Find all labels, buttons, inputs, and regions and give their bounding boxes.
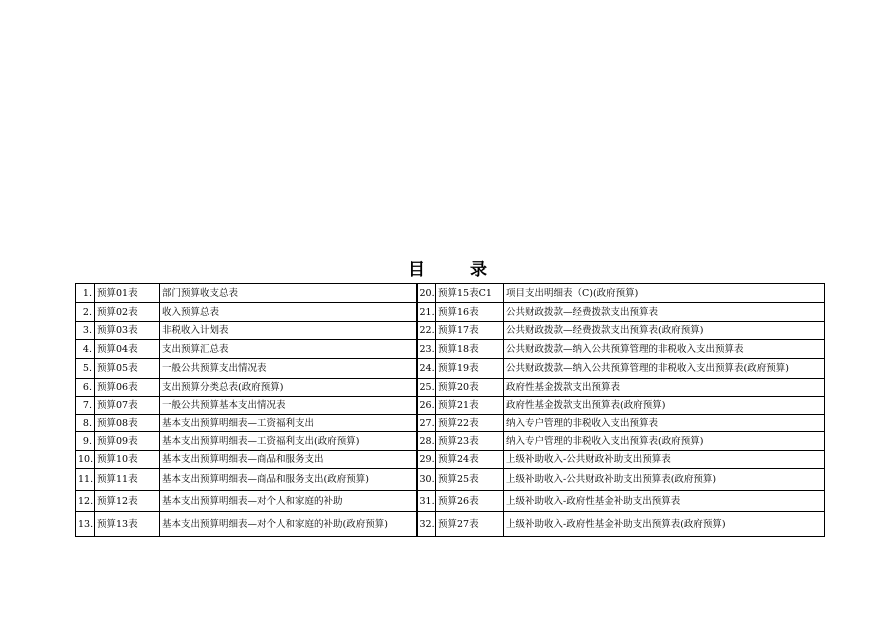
- toc-row: [76, 512, 825, 537]
- toc-item-title: 政府性基金拨款支出预算表(政府预算): [504, 397, 825, 415]
- toc-item-title: 上级补助收入-公共财政补助支出预算表: [504, 451, 825, 469]
- toc-item-title: 基本支出预算明细表—工资福利支出(政府预算): [160, 432, 417, 451]
- toc-item-code: 预算16表: [436, 303, 504, 322]
- toc-item-title: 项目支出明细表（C)(政府预算): [504, 284, 825, 303]
- toc-item-title: 基本支出预算明细表—对个人和家庭的补助(政府预算): [160, 512, 417, 537]
- toc-item-title: 公共财政拨款—经费拨款支出预算表(政府预算): [504, 322, 825, 340]
- toc-item-number: 5.: [76, 359, 95, 379]
- page-title: 目 录: [408, 260, 501, 280]
- toc-item-number: 10.: [76, 451, 95, 469]
- toc-item-code: 预算09表: [95, 432, 160, 451]
- toc-row: [76, 284, 825, 303]
- toc-item-code: 预算13表: [95, 512, 160, 537]
- toc-row: [76, 340, 825, 359]
- toc-item-code: 预算02表: [95, 303, 160, 322]
- toc-item-number: 1.: [76, 284, 95, 303]
- toc-item-number: 12.: [76, 491, 95, 512]
- toc-item-number: 21.: [417, 303, 436, 322]
- toc-item-code: 预算18表: [436, 340, 504, 359]
- toc-item-code: 预算24表: [436, 451, 504, 469]
- toc-item-title: 公共财政拨款—纳入公共预算管理的非税收入支出预算表(政府预算): [504, 359, 825, 379]
- toc-item-title: 基本支出预算明细表—工资福利支出: [160, 415, 417, 432]
- toc-item-code: 预算06表: [95, 379, 160, 397]
- toc-item-number: 31.: [417, 491, 436, 512]
- toc-item-title: 公共财政拨款—经费拨款支出预算表: [504, 303, 825, 322]
- toc-row: [76, 451, 825, 469]
- toc-item-number: 27.: [417, 415, 436, 432]
- toc-row: [76, 379, 825, 397]
- toc-item-code: 预算07表: [95, 397, 160, 415]
- toc-row: [76, 469, 825, 491]
- toc-item-title: 收入预算总表: [160, 303, 417, 322]
- toc-item-code: 预算11表: [95, 469, 160, 491]
- toc-item-code: 预算10表: [95, 451, 160, 469]
- toc-item-title: 基本支出预算明细表—对个人和家庭的补助: [160, 491, 417, 512]
- toc-item-code: 预算23表: [436, 432, 504, 451]
- toc-item-number: 26.: [417, 397, 436, 415]
- toc-row: [76, 397, 825, 415]
- toc-item-number: 8.: [76, 415, 95, 432]
- toc-item-code: 预算03表: [95, 322, 160, 340]
- toc-item-number: 20.: [417, 284, 436, 303]
- toc-item-code: 预算12表: [95, 491, 160, 512]
- toc-item-code: 预算21表: [436, 397, 504, 415]
- toc-item-number: 9.: [76, 432, 95, 451]
- toc-body: [76, 284, 825, 537]
- toc-item-code: 预算17表: [436, 322, 504, 340]
- toc-item-title: 政府性基金拨款支出预算表: [504, 379, 825, 397]
- toc-table: [75, 283, 825, 537]
- toc-row: [76, 359, 825, 379]
- toc-item-code: 预算22表: [436, 415, 504, 432]
- toc-item-number: 13.: [76, 512, 95, 537]
- toc-item-title: 上级补助收入-政府性基金补助支出预算表(政府预算): [504, 512, 825, 537]
- toc-item-title: 非税收入计划表: [160, 322, 417, 340]
- toc-item-code: 预算04表: [95, 340, 160, 359]
- toc-item-title: 纳入专户管理的非税收入支出预算表(政府预算): [504, 432, 825, 451]
- toc-item-number: 2.: [76, 303, 95, 322]
- toc-row: [76, 303, 825, 322]
- toc-item-title: 公共财政拨款—纳入公共预算管理的非税收入支出预算表: [504, 340, 825, 359]
- toc-item-code: 预算19表: [436, 359, 504, 379]
- toc-item-title: 基本支出预算明细表—商品和服务支出: [160, 451, 417, 469]
- toc-item-code: 预算01表: [95, 284, 160, 303]
- toc-item-code: 预算05表: [95, 359, 160, 379]
- toc-item-title: 一般公共预算支出情况表: [160, 359, 417, 379]
- toc-item-title: 纳入专户管理的非税收入支出预算表: [504, 415, 825, 432]
- toc-item-code: 预算26表: [436, 491, 504, 512]
- toc-item-number: 11.: [76, 469, 95, 491]
- toc-item-title: 上级补助收入-政府性基金补助支出预算表: [504, 491, 825, 512]
- toc-item-title: 部门预算收支总表: [160, 284, 417, 303]
- toc-item-title: 支出预算分类总表(政府预算): [160, 379, 417, 397]
- toc-item-title: 上级补助收入-公共财政补助支出预算表(政府预算): [504, 469, 825, 491]
- toc-item-number: 24.: [417, 359, 436, 379]
- toc-item-number: 7.: [76, 397, 95, 415]
- toc-item-number: 23.: [417, 340, 436, 359]
- toc-row: [76, 322, 825, 340]
- toc-row: [76, 491, 825, 512]
- toc-item-title: 基本支出预算明细表—商品和服务支出(政府预算): [160, 469, 417, 491]
- toc-item-code: 预算27表: [436, 512, 504, 537]
- toc-item-number: 4.: [76, 340, 95, 359]
- toc-item-code: 预算20表: [436, 379, 504, 397]
- toc-item-title: 支出预算汇总表: [160, 340, 417, 359]
- toc-item-code: 预算25表: [436, 469, 504, 491]
- toc-item-number: 30.: [417, 469, 436, 491]
- toc-item-code: 预算08表: [95, 415, 160, 432]
- toc-row: [76, 432, 825, 451]
- toc-item-code: 预算15表C1: [436, 284, 504, 303]
- toc-item-number: 28.: [417, 432, 436, 451]
- toc-item-number: 6.: [76, 379, 95, 397]
- toc-item-number: 32.: [417, 512, 436, 537]
- toc-item-number: 22.: [417, 322, 436, 340]
- toc-item-number: 3.: [76, 322, 95, 340]
- toc-item-title: 一般公共预算基本支出情况表: [160, 397, 417, 415]
- toc-row: [76, 415, 825, 432]
- toc-item-number: 29.: [417, 451, 436, 469]
- toc-item-number: 25.: [417, 379, 436, 397]
